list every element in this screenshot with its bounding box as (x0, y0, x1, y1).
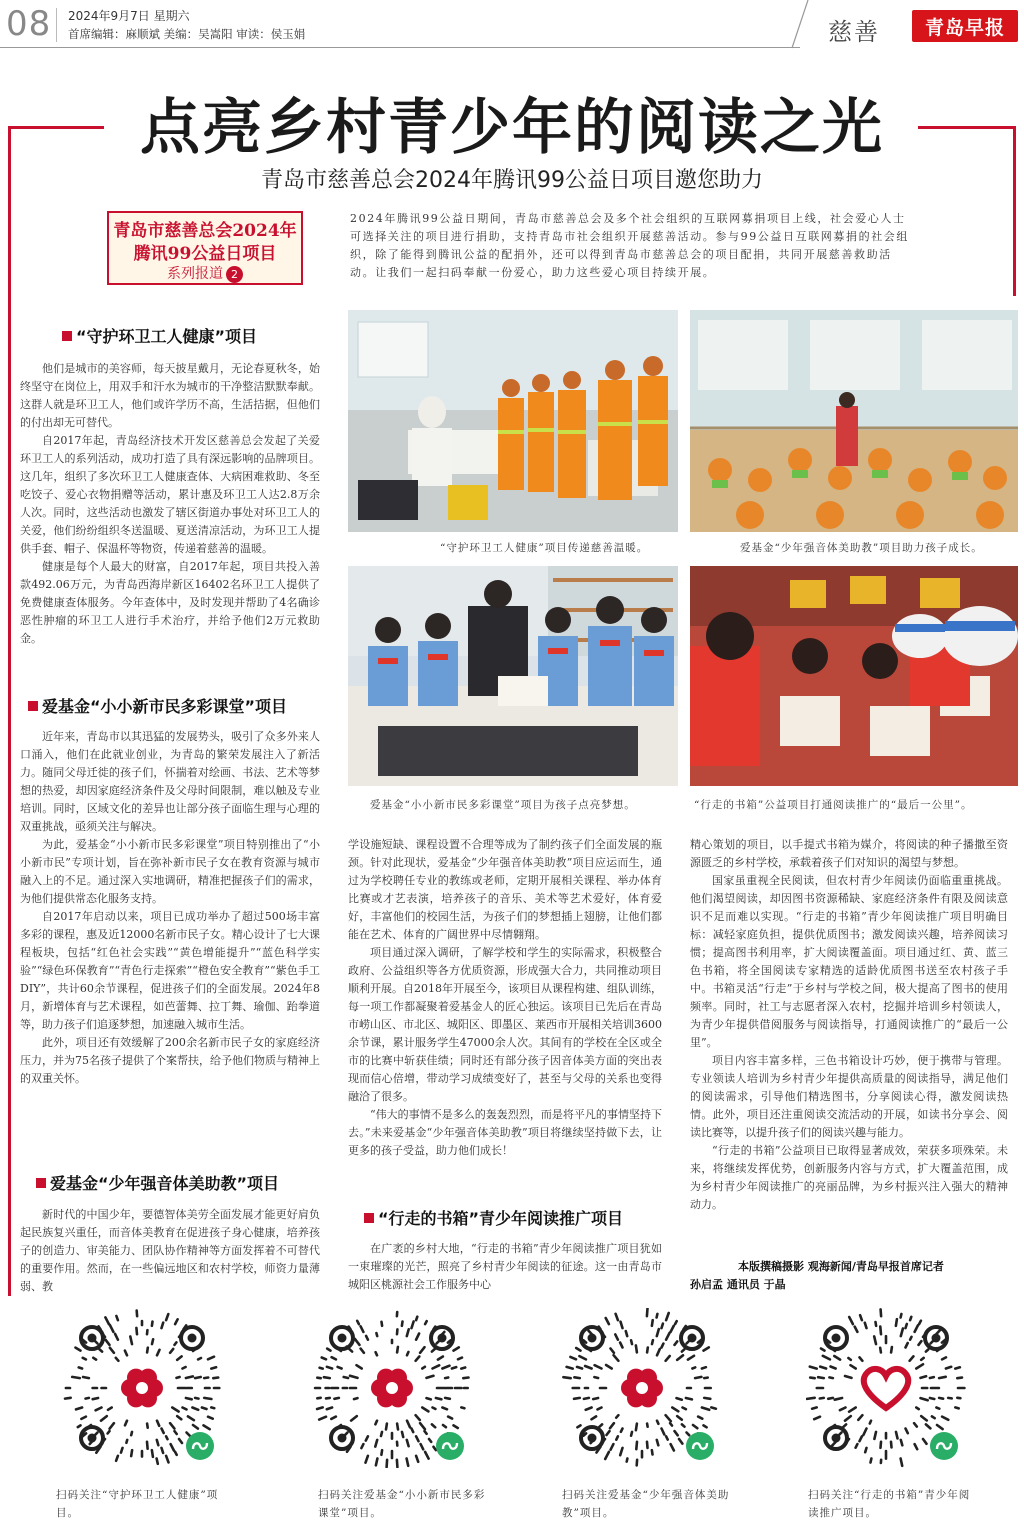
mini-program-code (806, 1308, 966, 1468)
paragraph: 精心策划的项目，以手提式书箱为媒介，将阅读的种子播撒至资源匮乏的乡村学校，承载着孩子们对知识的渴望与梦想。 (690, 838, 1008, 869)
photo-caption: “行走的书箱”公益项目打通阅读推广的“最后一公里”。 (694, 799, 973, 811)
mini-program-code (62, 1308, 222, 1468)
sanitation-checkup-illustration (348, 310, 678, 532)
paragraph: 自2017年启动以来，项目已成功举办了超过500场丰富多彩的课程，惠及近12000名新市民子女。精心设计了七大课程板块，包括“红色社会实践”“黄色增能提升”“蓝色科学实验”“绿色环保教育”“青色行走探索”“橙色安全教育”“紫色手工DIY”，共计60余节课程，促进孩子们的全面发展。2024年8月，新增体育与艺术课程，如芭蕾舞、拉丁舞、瑜伽、跆拳道等，助力孩子们追逐梦想，加速融入城市生活。 (20, 910, 320, 1031)
article-walking-bookbox-part2 (690, 836, 1008, 1256)
header-separator (56, 8, 57, 42)
qr-caption: 扫码关注“守护环卫工人健康”项目。 (56, 1489, 219, 1519)
qr-code-sanitation[interactable] (62, 1308, 222, 1468)
paragraph: 为此，爱基金“小小新市民多彩课堂”项目特别推出了“小小新市民”专项计划，旨在弥补新市民子女在教育资源与城市融入上的不足。通过深入实地调研，精准把握孩子们的需求，为他们提供常态化服务支持。 (20, 838, 320, 905)
series-badge (107, 211, 303, 285)
section-title: 爱基金“少年强音体美助教”项目 (50, 1174, 280, 1193)
qr-code-walking-bookbox[interactable] (806, 1308, 966, 1468)
paragraph: 健康是每个人最大的财富，自2017年起，项目共投入善款492.06万元，为青岛西海岸新区16402名环卫工人提供了免费健康查体服务。今年查体中，及时发现并帮助了4名确诊恶性肿瘤的环卫工人进行手术治疗，并给予他们2万元救助金。 (20, 560, 320, 645)
paragraph: 新时代的中国少年，要德智体美劳全面发展才能更好肩负起民族复兴重任，而音体美教育在促进孩子身心健康，培养孩子的创造力、审美能力、团队协作精神等方面发挥着不可替代的重要作用。然而，在一些偏远地区和农村学校，师资力量薄弱、教 (20, 1208, 320, 1293)
header-rule (0, 47, 800, 48)
red-frame-left (8, 126, 11, 1296)
photo-caption: 爱基金“少年强音体美助教”项目助力孩子成长。 (740, 542, 983, 554)
photo-classroom (348, 566, 678, 786)
newspaper-logo: 青岛早报 (912, 10, 1018, 42)
byline-line-1: 本版撰稿摄影 观海新闻/青岛早报首席记者 (738, 1260, 944, 1273)
photo-dance-class (690, 310, 1018, 532)
mini-program-icon (186, 1432, 214, 1460)
paragraph: “伟大的事情不是多么的轰轰烈烈，而是将平凡的事情坚持下去。”未来爱基金“少年强音体美助教”项目将继续坚持做下去，让更多的孩子受益，助力他们成长！ (348, 1108, 662, 1157)
qr-caption: 扫码关注“行走的书箱”青少年阅读推广项目。 (808, 1489, 971, 1519)
byline-line-2: 孙启孟 通讯员 于晶 (690, 1278, 786, 1291)
section-heading-walking-bookbox (364, 1206, 623, 1229)
red-square-icon (364, 1213, 374, 1223)
paragraph: 学设施短缺、课程设置不合理等成为了制约孩子们全面发展的瓶颈。针对此现状，爱基金“少年强音体美助教”项目应运而生，通过为学校聘任专业的教练或老师，定期开展相关课程、举办体育比赛或才艺表演，培养孩子的音乐、美术等艺术爱好，体育爱好，丰富他们的校园生活，为孩子们的梦想插上翅膀，让他们都能在艺术、体育的广阔世界中尽情翱翔。 (348, 838, 662, 941)
mini-program-icon (930, 1432, 958, 1460)
series-label: 系列报道 (167, 266, 223, 282)
photo-caption: 爱基金“小小新市民多彩课堂”项目为孩子点亮梦想。 (370, 799, 636, 811)
series-number-badge: 2 (226, 266, 243, 283)
red-square-icon (62, 331, 72, 341)
red-square-icon (28, 701, 38, 711)
paragraph: 国家虽重视全民阅读，但农村青少年阅读仍面临重重挑战。他们渴望阅读，却因图书资源稀缺、家庭经济条件有限及阅读意识不足而难以实现。“行走的书箱”青少年阅读推广项目明确目标：减轻家庭负担，提供优质图书；激发阅读兴趣，培养阅读习惯；提高图书利用率，扩大阅读覆盖面。项目通过红、黄、蓝三色书箱，将全国阅读专家精选的适龄优质图书送至农村孩子手中。书箱灵活“行走”于乡村与学校之间，极大提高了图书的使用频率。同时，社工与志愿者深入农村，挖掘并培训乡村领读人，为青少年提供借阅服务与阅读指导，打通阅读推广的“最后一公里”。 (690, 874, 1008, 1049)
paragraph: 项目通过深入调研，了解学校和学生的实际需求，积极整合政府、公益组织等各方优质资源，形成强大合力，共同推动项目顺利开展。自2018年开展至今，该项目从课程构建、组队训练，每一项工作都凝聚着爱基金人的匠心独运。该项目已先后在青岛市崂山区、市北区、城阳区、即墨区、莱西市开展相关培训3600余节课，累计服务学生47000余人次。其间有的学校在全区或全市的比赛中斩获佳绩；同时还有部分孩子因音体美方面的突出表现而信心倍增，带动学习成绩变好了，甚至与父母的关系也变得融洽了很多。 (348, 946, 662, 1103)
qr-caption: 扫码关注爱基金“少年强音体美助教”项目。 (562, 1489, 730, 1519)
mini-program-icon (436, 1432, 464, 1460)
photo-caption: “守护环卫工人健康”项目传递慈善温暖。 (440, 542, 649, 554)
series-line-3 (109, 263, 301, 283)
article-arts-education-part2 (348, 836, 662, 1193)
article-walking-bookbox-part1 (348, 1240, 662, 1296)
qr-caption: 扫码关注爱基金“小小新市民多彩课堂”项目。 (318, 1489, 486, 1519)
subheadline: 青岛市慈善总会2024年腾讯99公益日项目邀您助力 (261, 168, 763, 193)
mini-program-code (562, 1308, 722, 1468)
paragraph: 近年来，青岛市以其迅猛的发展势头，吸引了众多外来人口涌入，他们在此就业创业，为青岛的繁荣发展注入了新活力。随同父母迁徙的孩子们，怀揣着对绘画、书法、艺术等梦想的热爱，却因家庭经济条件及父母时间限制，难以触及专业培训。同时，区域文化的差异也让部分孩子面临生理与心理的双重挑战，亟须关注与解决。 (20, 730, 320, 833)
classroom-illustration (348, 566, 678, 786)
page-number: 08 (6, 4, 52, 44)
mini-program-code (312, 1308, 472, 1468)
paragraph: 项目内容丰富多样，三色书箱设计巧妙，便于携带与管理。专业领读人培训为乡村青少年提供高质量的阅读指导，满足他们的阅读需求，引导他们精选图书，分享阅读心得，激发阅读热情。此外，项目还注重阅读交流活动的开展，如读书分享会、阅读比赛等，以提升孩子们的阅读兴趣与能力。 (690, 1054, 1008, 1139)
paragraph: 他们是城市的美容师，每天披星戴月，无论春夏秋冬，始终坚守在岗位上，用双手和汗水为城市的干净整洁默默奉献。这群人就是环卫工人，他们或许学历不高，生活拮据，但他们的付出却无可替代。 (20, 362, 320, 429)
section-heading-sanitation (62, 324, 257, 347)
paragraph: 此外，项目还有效缓解了200余名新市民子女的家庭经济压力，并为75名孩子提供了个案帮扶，给予他们物质与精神上的双重关怀。 (20, 1036, 320, 1085)
series-line-1: 青岛市慈善总会2024年 (113, 221, 297, 241)
paragraph: 自2017年起，青岛经济技术开发区慈善总会发起了关爱环卫工人的系列活动，成功打造了具有深远影响的品牌项目。这几年，组织了多次环卫工人健康查体、大病困难救助、冬至吃饺子、爱心衣物捐赠等活动，累计惠及环卫工人达2.8万余人次。同时，这些活动也激发了辖区街道办事处对环卫工人的关爱，他们纷纷组织冬送温暖、夏送清凉活动，为环卫工人提供手套、帽子、保温杯等物资，传递着慈善的温暖。 (20, 434, 320, 555)
issue-date: 2024年9月7日 星期六 (68, 9, 190, 23)
red-square-icon (36, 1178, 46, 1188)
section-title: 爱基金“小小新市民多彩课堂”项目 (42, 697, 288, 716)
section-heading-new-citizens (28, 694, 287, 717)
header-slash-divider (790, 0, 810, 50)
section-heading-arts-education (36, 1171, 279, 1194)
section-name: 慈善 (828, 18, 880, 46)
byline (690, 1258, 1012, 1294)
intro-paragraph: 2024年腾讯99公益日期间，青岛市慈善总会及多个社会组织的互联网募捐项目上线，社会爱心人士可选择关注的项目进行捐助，支持青岛市社会组织开展慈善活动。参与99公益日互联网募捐的社会组织，除了能得到腾讯公益的配捐外，还可以得到青岛市慈善总会的项目配捐，共同开展慈善救助活动。让我们一起扫码奉献一份爱心，助力这些爱心项目持续开展。 (350, 212, 909, 279)
section-title: “守护环卫工人健康”项目 (76, 327, 258, 346)
article-arts-education-part1 (20, 1206, 320, 1296)
section-title: “行走的书箱”青少年阅读推广项目 (378, 1209, 624, 1228)
dance-class-illustration (690, 310, 1018, 532)
qr-code-arts-education[interactable] (562, 1308, 722, 1468)
reading-box-illustration (690, 566, 1018, 786)
paragraph: 在广袤的乡村大地，“行走的书箱”青少年阅读推广项目犹如一束璀璨的光芒，照亮了乡村青少年阅读的征途。这一由青岛市城阳区桃源社会工作服务中心 (348, 1242, 662, 1291)
series-line-2: 腾讯99公益日项目 (133, 244, 277, 264)
qr-code-new-citizens[interactable] (312, 1308, 472, 1468)
headline: 点亮乡村青少年的阅读之光 (140, 93, 884, 163)
paragraph: “行走的书箱”公益项目已取得显著成效，荣获多项殊荣。未来，将继续发挥优势，创新服务内容与方式，扩大覆盖范围，成为乡村青少年阅读推广的亮丽品牌，为乡村振兴注入强大的精神动力。 (690, 1144, 1008, 1211)
photo-sanitation-checkup (348, 310, 678, 532)
mini-program-icon (686, 1432, 714, 1460)
photo-reading-box (690, 566, 1018, 786)
article-sanitation (20, 360, 320, 675)
editor-credits: 首席编辑：麻顺斌 美编：吴嵩阳 审读：侯玉娟 (68, 27, 306, 41)
article-new-citizens (20, 728, 320, 1160)
